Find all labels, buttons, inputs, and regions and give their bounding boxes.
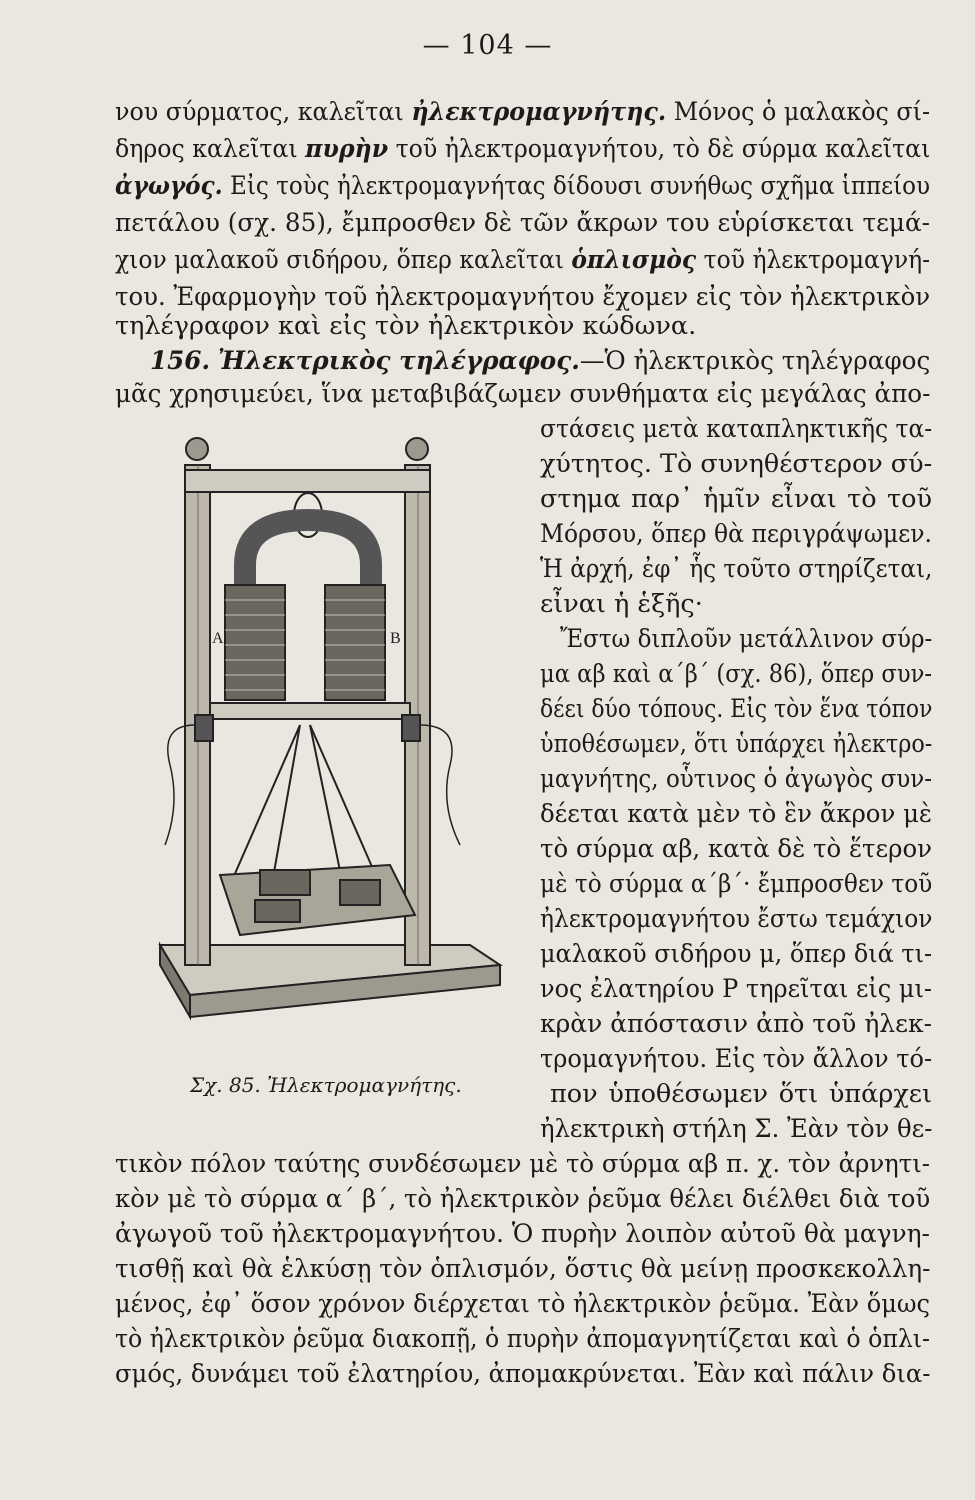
armature-plate bbox=[210, 703, 410, 719]
column-line: τρομαγνήτου. Εἰς τὸν ἄλλον τό- bbox=[540, 1044, 933, 1074]
column-line: μαλακοῦ σιδήρου μ, ὅπερ διά τι- bbox=[540, 939, 933, 969]
text-line: μένος, ἐφ᾽ ὅσον χρόνον διέρχεται τὸ ἠλεκτρικὸν ῥεῦμα. Ἐὰν ὅμως bbox=[115, 1289, 931, 1319]
column-line: μαγνήτης, οὗτινος ὁ ἀγωγὸς συν- bbox=[540, 764, 932, 794]
term-conductor: ἀγωγός. bbox=[115, 171, 223, 201]
column-line: Ἔστω διπλοῦν μετάλλινον σύρ- bbox=[560, 624, 933, 654]
section-heading: 156. Ἠλεκτρικὸς τηλέγραφος.—Ὁ ἠλεκτρικὸς τηλέγραφος bbox=[150, 346, 931, 376]
column-line: στάσεις μετὰ καταπληκτικῆς τα- bbox=[540, 414, 933, 444]
column-line: νος ἐλατηρίου Ρ τηρεῖται εἰς μι- bbox=[540, 974, 932, 1004]
text-line: κὸν μὲ τὸ σύρμα α΄ β΄, τὸ ἠλεκτρικὸν ῥεῦμα θέλει διέλθει διὰ τοῦ bbox=[115, 1184, 931, 1214]
text-line: σμός, δυνάμει τοῦ ἐλατηρίου, ἀπομακρύνεται. Ἐὰν καὶ πάλιν δια- bbox=[115, 1359, 931, 1389]
top-bar bbox=[185, 470, 430, 492]
column-line: δέει δύο τόπους. Εἰς τὸν ἕνα τόπον bbox=[540, 694, 933, 724]
text-line: τισθῇ καὶ θὰ ἑλκύσῃ τὸν ὁπλισμόν, ὅστις θὰ μείνῃ προσκεκολλη- bbox=[115, 1254, 931, 1284]
section-title: Ἠλεκτρικὸς τηλέγραφος. bbox=[217, 346, 580, 376]
electromagnet-figure bbox=[150, 425, 510, 1065]
text-line: δηρος καλεῖται πυρὴν τοῦ ἠλεκτρομαγνήτου, τὸ δὲ σύρμα καλεῖται bbox=[115, 134, 931, 164]
coil-a bbox=[225, 585, 285, 700]
column-line: ἠλεκτρικὴ στήλη Σ. Ἐὰν τὸν θε- bbox=[540, 1114, 933, 1144]
text-line: ἀγωγός. Εἰς τοὺς ἠλεκτρομαγνήτας δίδουσι συνήθως σχῆμα ἱππείου bbox=[115, 171, 931, 201]
text-line: τὸ ἠλεκτρικὸν ῥεῦμα διακοπῇ, ὁ πυρὴν ἀπομαγνητίζεται καὶ ὁ ὁπλι- bbox=[115, 1324, 931, 1354]
column-line: δέεται κατὰ μὲν τὸ ἓν ἄκρον μὲ bbox=[540, 799, 933, 829]
column-line: χύτητος. Τὸ συνηθέστερον σύ- bbox=[540, 449, 933, 479]
term-core: πυρὴν bbox=[305, 134, 389, 164]
term-armature: ὁπλισμὸς bbox=[571, 245, 697, 275]
label-a: A bbox=[212, 630, 224, 647]
column-line: κρὰν ἀπόστασιν ἀπὸ τοῦ ἠλεκ- bbox=[540, 1009, 933, 1039]
column-line: στημα παρ᾽ ἡμῖν εἶναι τὸ τοῦ bbox=[540, 484, 932, 514]
text-line: πετάλου (σχ. 85), ἔμπροσθεν δὲ τῶν ἄκρων του εὑρίσκεται τεμά- bbox=[115, 208, 930, 238]
text-line: του. Ἐφαρμογὴν τοῦ ἠλεκτρομαγνήτου ἔχομεν εἰς τὸν ἠλεκτρικὸν bbox=[115, 282, 931, 312]
text-line: μᾶς χρησιμεύει, ἵνα μεταβιβάζωμεν συνθήματα εἰς μεγάλας ἀπο- bbox=[115, 379, 931, 409]
right-finial bbox=[406, 438, 428, 460]
page-number: — 104 — bbox=[422, 30, 553, 61]
text-line: τικὸν πόλον ταύτης συνδέσωμεν μὲ τὸ σύρμα αβ π. χ. τὸν ἀρνητι- bbox=[115, 1149, 931, 1179]
column-line: Ἡ ἀρχή, ἐφ᾽ ἧς τοῦτο στηρίζεται, bbox=[540, 554, 933, 584]
text-line: χιον μαλακοῦ σιδήρου, ὅπερ καλεῖται ὁπλισμὸς τοῦ ἠλεκτρομαγνή- bbox=[115, 245, 931, 275]
weight-pan bbox=[220, 865, 415, 935]
column-line: Μόρσου, ὅπερ θὰ περιγράψωμεν. bbox=[540, 519, 932, 549]
column-line: ἠλεκτρομαγνήτου ἔστω τεμάχιον bbox=[540, 904, 933, 934]
section-number: 156. bbox=[150, 346, 211, 376]
coil-b bbox=[325, 585, 385, 700]
column-line: ὑποθέσωμεν, ὅτι ὑπάρχει ἠλεκτρο- bbox=[540, 729, 933, 759]
column-line: μὲ τὸ σύρμα α΄β΄· ἔμπροσθεν τοῦ bbox=[540, 869, 933, 899]
column-line: πον ὑποθέσωμεν ὅτι ὑπάρχει bbox=[550, 1079, 932, 1109]
left-finial bbox=[186, 438, 208, 460]
label-b: B bbox=[390, 630, 401, 647]
column-line: μα αβ καὶ α΄β΄ (σχ. 86), ὅπερ συν- bbox=[540, 659, 933, 689]
text-line: ἀγωγοῦ τοῦ ἠλεκτρομαγνήτου. Ὁ πυρὴν λοιπὸν αὐτοῦ θὰ μαγνη- bbox=[115, 1219, 930, 1249]
text-line: νου σύρματος, καλεῖται ἠλεκτρομαγνήτης. Μόνος ὁ μαλακὸς σί- bbox=[115, 97, 930, 127]
figure-caption: Σχ. 85. Ἠλεκτρομαγνήτης. bbox=[190, 1073, 462, 1097]
column-line: εἶναι ἡ ἑξῆς· bbox=[540, 589, 703, 619]
text-line: τηλέγραφον καὶ εἰς τὸν ἠλεκτρικὸν κώδωνα. bbox=[115, 311, 697, 341]
term-electromagnet: ἠλεκτρομαγνήτης. bbox=[411, 97, 667, 127]
column-line: τὸ σύρμα αβ, κατὰ δὲ τὸ ἕτερον bbox=[540, 834, 933, 864]
